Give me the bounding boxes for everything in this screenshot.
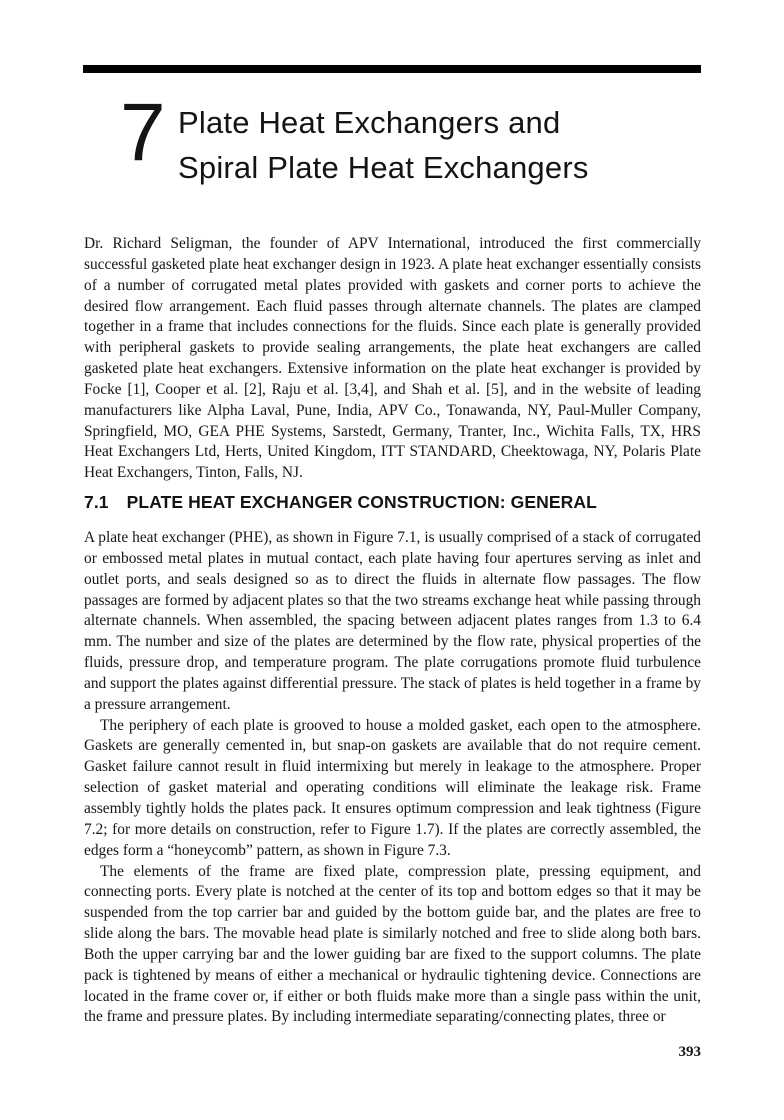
intro-paragraph: Dr. Richard Seligman, the founder of APV International, introduced the first commercially successful gasketed plate heat exchanger design in 1923. A plate heat exchanger essentially consists of a number of corrugated metal plates provided with gaskets and corner ports to achieve the desired flow arrangement. Each fluid passes through alternate channels. The plates are clamped together in a frame that includes connections for the fluids. Since each plate is generally provided with peripheral gaskets to provide sealing arrangements, the plate heat exchangers are called gasketed plate heat exchangers. Extensive information on the plate heat exchanger is provided by Focke [1], Cooper et al. [2], Raju et al. [3,4], and Shah et al. [5], and in the website of leading manufacturers like Alpha Laval, Pune, India, APV Co., Tonawanda, NY, Paul-Muller Company, Springfield, MO, GEA PHE Systems, Sarstedt, Germany, Tranter, Inc., Wichita Falls, TX, HRS Heat Exchangers Ltd, Herts, United Kingdom, ITT STANDARD, Cheektowaga, NY, Polaris Plate Heat Exchangers, Tinton, Falls, NJ. [84, 235, 701, 482]
chapter-top-rule [83, 65, 701, 73]
body-paragraph-1: A plate heat exchanger (PHE), as shown in Figure 7.1, is usually comprised of a stack of corrugated or embossed metal plates in mutual contact, each plate having four apertures serving as inlet and outlet ports, and seals designed so as to direct the fluids in alternate flow passages. The flow passages are formed by adjacent plates so that the two streams exchange heat while passing through alternate channels. When assembled, the spacing between adjacent plates ranges from 1.3 to 6.4 mm. The number and size of the plates are determined by the flow rate, physical properties of the fluids, pressure drop, and temperature program. The plate corrugations promote fluid turbulence and support the plates against differential pressure. The stack of plates is held together in a frame by a pressure arrangement. [84, 529, 701, 713]
section-title: PLATE HEAT EXCHANGER CONSTRUCTION: GENERAL [126, 492, 597, 512]
chapter-title-line2: Spiral Plate Heat Exchangers [178, 150, 589, 185]
section-heading [84, 492, 597, 513]
chapter-number: 7 [120, 87, 166, 178]
chapter-title [178, 100, 589, 190]
section-number: 7.1 [84, 492, 109, 512]
chapter-title-line1: Plate Heat Exchangers and [178, 105, 561, 140]
body-paragraph-2: The periphery of each plate is grooved to house a molded gasket, each open to the atmosphere. Gaskets are generally cemented in, but snap-on gaskets are available that do not require cement. Gasket failure cannot result in fluid intermixing but merely in leakage to the atmosphere. Proper selection of gasket material and operating conditions will eliminate the leakage risk. Frame assembly tightly holds the plates pack. It ensures optimum compression and leak tightness (Figure 7.2; for more details on construction, refer to Figure 1.7). If the plates are correctly assembled, the edges form a “honeycomb” pattern, as shown in Figure 7.3. [84, 716, 701, 859]
body-paragraph-3: The elements of the frame are fixed plate, compression plate, pressing equipment, and connecting ports. Every plate is notched at the center of its top and bottom edges so that it may be suspended from the top carrier bar and guided by the bottom guide bar, and the plates are free to slide along the bars. The movable head plate is similarly notched and free to slide along both bars. Both the upper carrying bar and the lower guiding bar are fixed to the support columns. The plate pack is tightened by means of either a mechanical or hydraulic tightening device. Connections are located in the frame cover or, if either or both fluids make more than a single pass within the unit, the frame and pressure plates. By including intermediate separating/connecting plates, three or [84, 862, 701, 1026]
page-number: 393 [678, 1044, 701, 1060]
section-body [84, 528, 701, 1028]
